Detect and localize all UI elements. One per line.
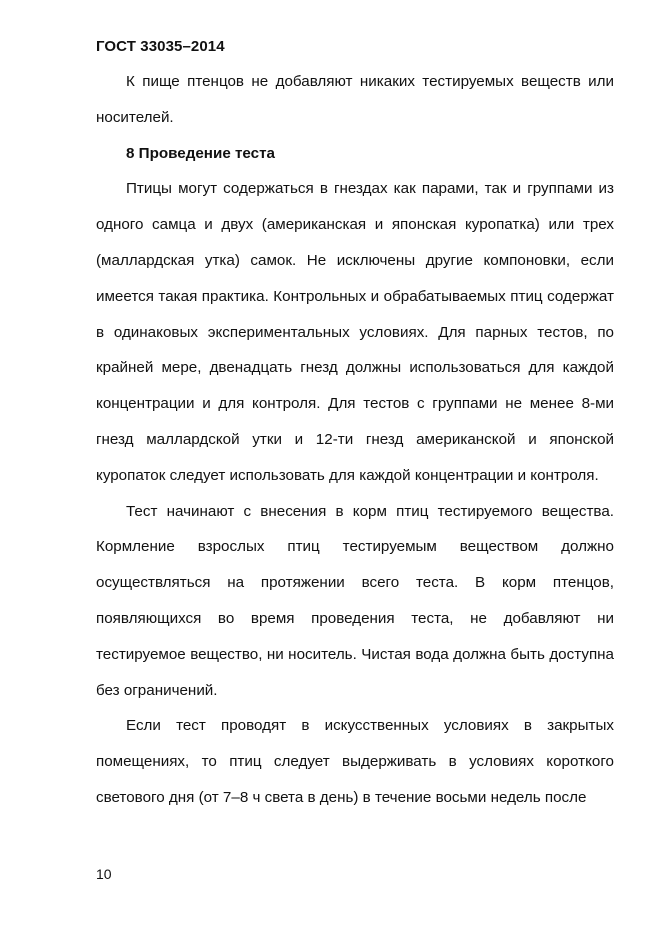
document-code-header: ГОСТ 33035–2014 xyxy=(96,38,225,55)
paragraph-test-start: Тест начинают с внесения в корм птиц тестируемого вещества. Кормление взрослых птиц тестируемым веществом должно осуществляться на протяжении всего теста. В корм птенцов, появляющихся во время проведения теста, не добавляют ни тестируемое вещество, ни носитель. Чистая вода должна быть доступна без ограничений. xyxy=(96,502,614,699)
paragraph-bird-housing: Птицы могут содержаться в гнездах как парами, так и группами из одного самца и двух (американская и японская куропатка) или трех (маллардская утка) самок. Не исключены другие компоновки, если имеется такая практика. Контрольных и обрабатываемых птиц содержат в одинаковых экспериментальных условиях. Для парных тестов, по крайней мере, двенадцать гнезд должны использоваться для каждой концентрации и для контроля. Для тестов с группами не менее 8-ми гнезд маллардской утки и 12-ти гнезд американской и японской куропаток следует использовать для каждой концентрации и контроля. xyxy=(96,180,614,484)
page-number: 10 xyxy=(96,866,112,882)
paragraph-indoor-conditions: Если тест проводят в искусственных условиях в закрытых помещениях, то птиц следует выдерживать в условиях короткого светового дня (от 7–8 ч света в день) в течение восьми недель после xyxy=(96,717,614,806)
section-heading: 8 Проведение теста xyxy=(126,144,275,162)
page-content xyxy=(96,64,614,816)
paragraph-feeding-chicks: К пище птенцов не добавляют никаких тестируемых веществ или носителей. xyxy=(96,73,614,126)
